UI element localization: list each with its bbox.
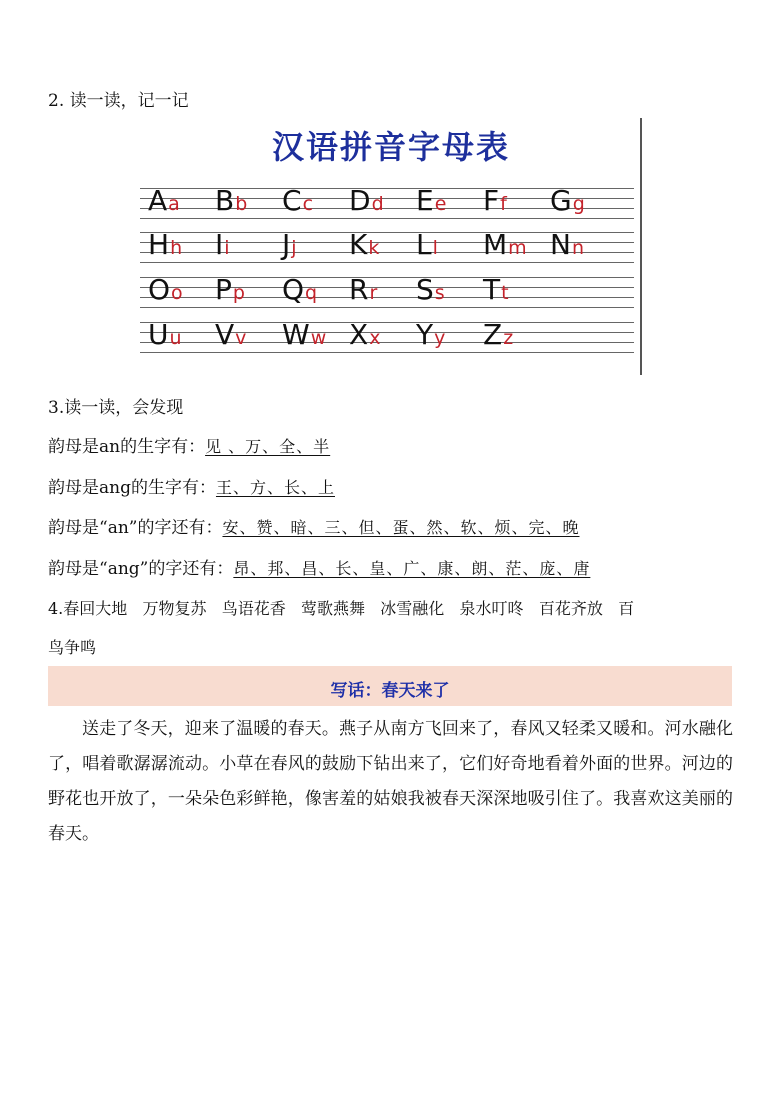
letter-pair-i bbox=[215, 228, 230, 261]
lowercase-letter: a bbox=[168, 193, 180, 215]
lowercase-letter: l bbox=[432, 237, 438, 259]
lowercase-letter: b bbox=[235, 193, 248, 215]
lowercase-letter: t bbox=[501, 282, 509, 304]
uppercase-letter: A bbox=[148, 184, 168, 217]
letter-pair-b bbox=[215, 184, 247, 217]
letter-pair-a bbox=[148, 184, 180, 217]
uppercase-letter: O bbox=[148, 273, 171, 306]
lowercase-letter: h bbox=[170, 237, 183, 259]
letter-pair-q bbox=[282, 273, 317, 306]
lowercase-letter: u bbox=[169, 327, 182, 349]
ang-answer: 王、方、长、上 bbox=[215, 478, 335, 497]
writing-title: 写话：春天来了 bbox=[330, 681, 450, 701]
letter-pair-s bbox=[416, 273, 445, 306]
alphabet-table-title: 汉语拼音字母表 bbox=[271, 128, 510, 166]
ang-characters-line bbox=[48, 473, 335, 498]
lowercase-letter: v bbox=[235, 327, 247, 349]
uppercase-letter: Q bbox=[282, 273, 305, 306]
lowercase-letter: j bbox=[291, 237, 297, 259]
lowercase-letter: g bbox=[572, 193, 585, 215]
uppercase-letter: L bbox=[416, 228, 432, 261]
uppercase-letter: F bbox=[483, 184, 500, 217]
uppercase-letter: R bbox=[349, 273, 369, 306]
uppercase-letter: N bbox=[550, 228, 571, 261]
lowercase-letter: w bbox=[310, 327, 327, 349]
uppercase-letter: B bbox=[215, 184, 235, 217]
letter-pair-o bbox=[148, 273, 183, 306]
letter-pair-k bbox=[349, 228, 379, 261]
letter-pair-g bbox=[550, 184, 585, 217]
section4-line1: 4.春回大地 万物复苏 鸟语花香 莺歌燕舞 冰雪融化 泉水叮咚 百花齐放 百 bbox=[48, 599, 635, 618]
an-more-line bbox=[48, 513, 579, 538]
uppercase-letter: C bbox=[282, 184, 302, 217]
letter-pair-y bbox=[416, 318, 445, 351]
letter-pair-w bbox=[282, 318, 326, 351]
an-more-prefix: 韵母是“an”的字还有： bbox=[48, 518, 223, 538]
ang-more-answer: 昂、邦、昌、长、皇、广、康、朗、茫、庞、唐 bbox=[233, 559, 591, 578]
alphabet-row-3 bbox=[140, 273, 634, 308]
alphabet-row-letters bbox=[148, 184, 634, 221]
writing-paragraph: 送走了冬天，迎来了温暖的春天。燕子从南方飞回来了，春风又轻柔又暖和。河水融化了，唱着歌潺潺流动。小草在春风的鼓励下钻出来了，它们好奇地看着外面的世界。河边的野花也开放了，一朵朵色彩鲜艳，像害羞的姑娘我被春天深深地吸引住了。我喜欢这美丽的春天。 bbox=[48, 719, 733, 844]
alphabet-row-letters bbox=[148, 273, 634, 310]
letter-pair-l bbox=[416, 228, 438, 261]
an-prefix: 韵母是an的生字有： bbox=[48, 437, 206, 457]
lowercase-letter: n bbox=[571, 237, 584, 259]
lowercase-letter: s bbox=[434, 282, 445, 304]
an-answer: 见 、万、全、半 bbox=[205, 437, 331, 456]
uppercase-letter: E bbox=[416, 184, 434, 217]
alphabet-row-1 bbox=[140, 184, 634, 219]
lowercase-letter: m bbox=[508, 237, 527, 259]
section2-heading: 2. 读一读，记一记 bbox=[48, 91, 189, 111]
letter-pair-h bbox=[148, 228, 182, 261]
lowercase-letter: d bbox=[371, 193, 384, 215]
uppercase-letter: V bbox=[215, 318, 235, 351]
uppercase-letter: U bbox=[148, 318, 169, 351]
letter-pair-z bbox=[483, 318, 513, 351]
uppercase-letter: W bbox=[282, 318, 310, 351]
pinyin-alphabet-table bbox=[140, 118, 642, 375]
uppercase-letter: S bbox=[416, 273, 434, 306]
letter-pair-f bbox=[483, 184, 507, 217]
uppercase-letter: Z bbox=[483, 318, 503, 351]
letter-pair-p bbox=[215, 273, 245, 306]
alphabet-row-4 bbox=[140, 318, 634, 353]
uppercase-letter: P bbox=[215, 273, 232, 306]
ang-more-line bbox=[48, 554, 590, 579]
ang-more-prefix: 韵母是“ang”的字还有： bbox=[48, 559, 234, 579]
section3-heading: 3.读一读，会发现 bbox=[48, 398, 184, 418]
letter-pair-x bbox=[349, 318, 380, 351]
letter-pair-e bbox=[416, 184, 446, 217]
lowercase-letter: r bbox=[369, 282, 378, 304]
letter-pair-m bbox=[483, 228, 527, 261]
uppercase-letter: X bbox=[349, 318, 369, 351]
alphabet-row-letters bbox=[148, 228, 634, 265]
lowercase-letter: f bbox=[500, 193, 507, 215]
ang-prefix: 韵母是ang的生字有： bbox=[48, 478, 216, 498]
letter-pair-d bbox=[349, 184, 384, 217]
lowercase-letter: e bbox=[434, 193, 447, 215]
letter-pair-r bbox=[349, 273, 377, 306]
lowercase-letter: c bbox=[302, 193, 314, 215]
lowercase-letter: k bbox=[368, 237, 380, 259]
letter-pair-c bbox=[282, 184, 313, 217]
letter-pair-j bbox=[282, 228, 297, 261]
uppercase-letter: T bbox=[483, 273, 501, 306]
letter-pair-v bbox=[215, 318, 246, 351]
lowercase-letter: x bbox=[369, 327, 381, 349]
uppercase-letter: K bbox=[349, 228, 368, 261]
uppercase-letter: D bbox=[349, 184, 371, 217]
uppercase-letter: H bbox=[148, 228, 170, 261]
an-more-answer: 安、赞、暗、三、但、蛋、然、软、烦、完、晚 bbox=[222, 518, 580, 537]
uppercase-letter: G bbox=[550, 184, 572, 217]
writing-title-band bbox=[48, 666, 732, 706]
alphabet-row-2 bbox=[140, 228, 634, 263]
section4-line2: 鸟争鸣 bbox=[48, 638, 97, 657]
lowercase-letter: z bbox=[503, 327, 514, 349]
an-characters-line bbox=[48, 432, 330, 457]
lowercase-letter: p bbox=[232, 282, 245, 304]
uppercase-letter: M bbox=[483, 228, 508, 261]
lowercase-letter: q bbox=[305, 282, 318, 304]
alphabet-row-letters bbox=[148, 318, 634, 355]
uppercase-letter: I bbox=[215, 228, 224, 261]
uppercase-letter: Y bbox=[416, 318, 434, 351]
lowercase-letter: o bbox=[171, 282, 183, 304]
lowercase-letter: i bbox=[224, 237, 230, 259]
table-right-border bbox=[640, 118, 642, 375]
letter-pair-u bbox=[148, 318, 182, 351]
letter-pair-n bbox=[550, 228, 584, 261]
uppercase-letter: J bbox=[282, 228, 291, 261]
lowercase-letter: y bbox=[434, 327, 446, 349]
letter-pair-t bbox=[483, 273, 509, 306]
